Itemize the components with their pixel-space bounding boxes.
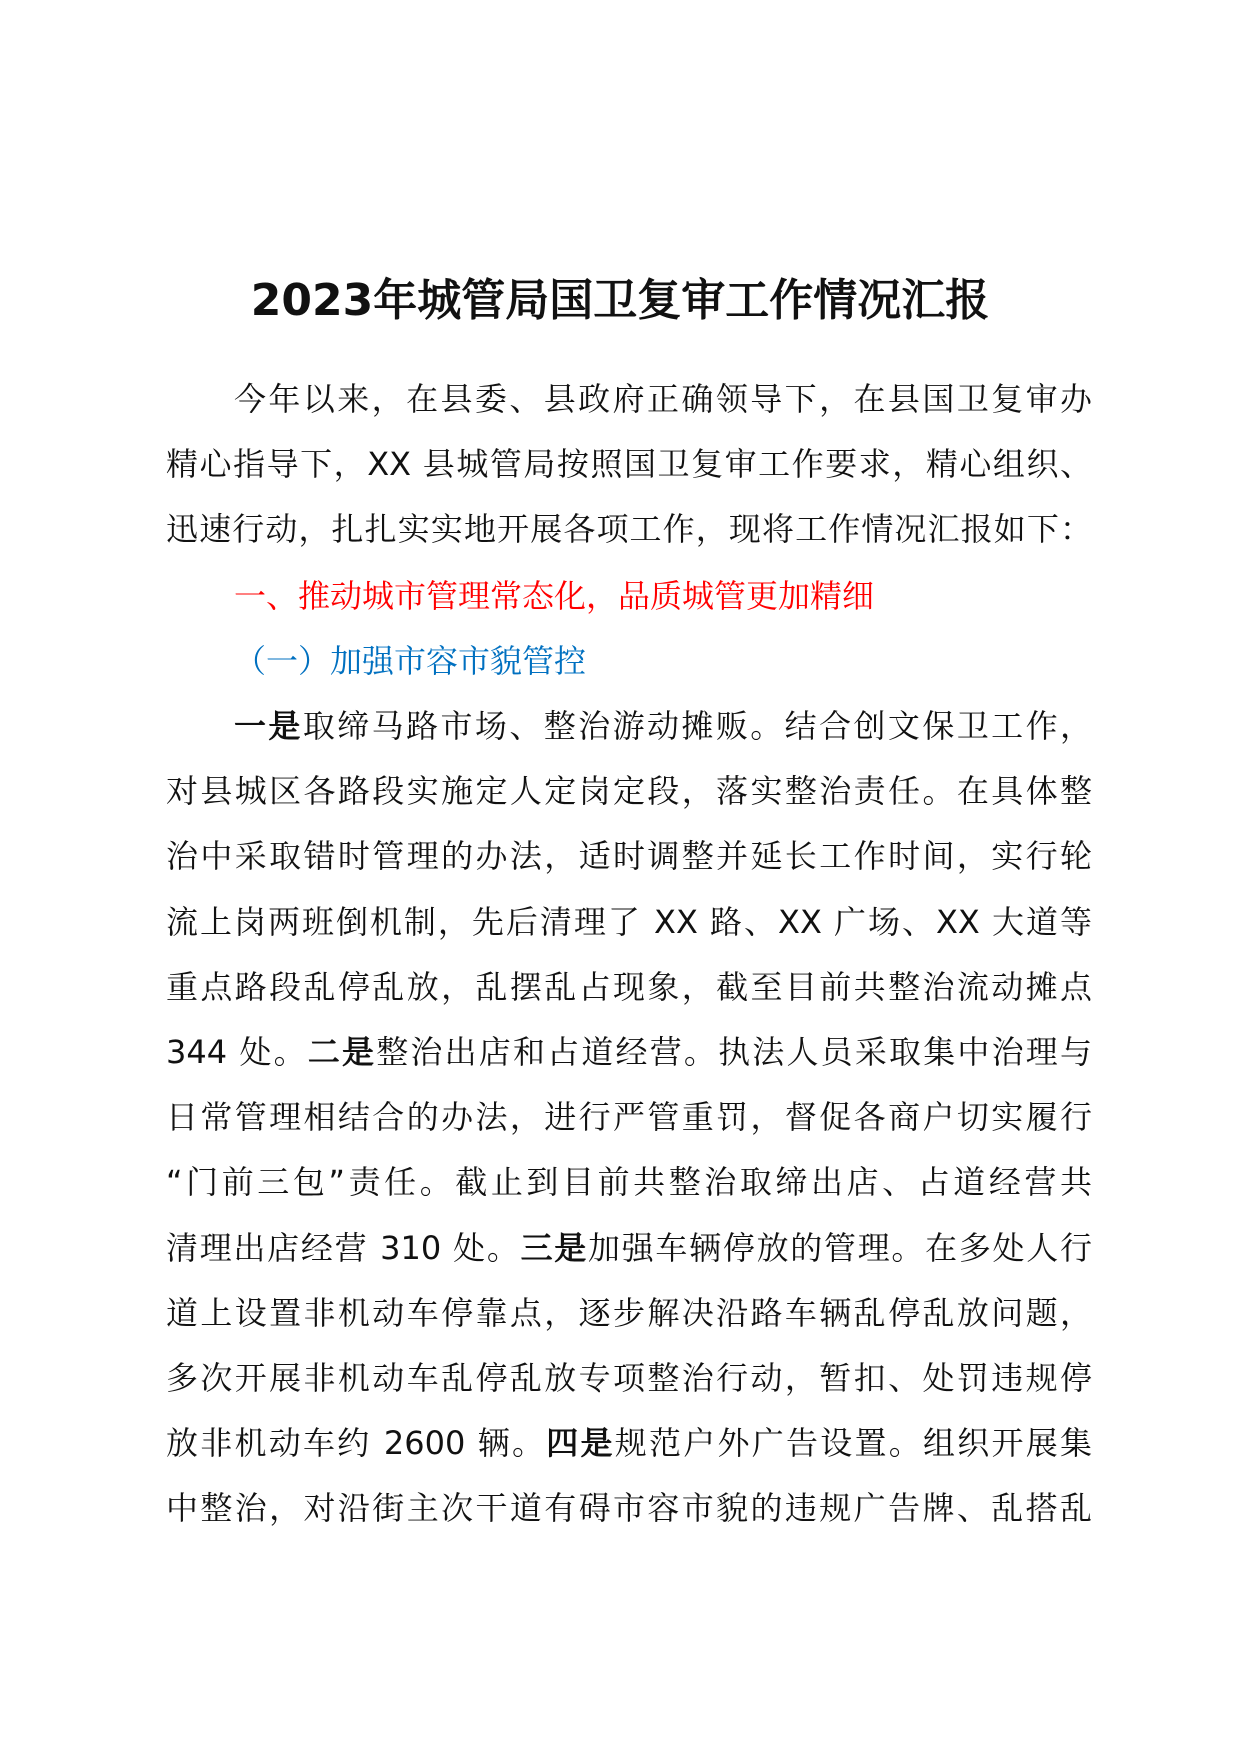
- text-segment: 清理出店经营 310 处。: [166, 1229, 521, 1267]
- paragraph-line: [166, 1290, 1092, 1336]
- text-segment: 整治出店和占道经营。执法人员采取集中治理与: [376, 1033, 1092, 1071]
- text-segment: 今年以来，在县委、县政府正确领导下，在县国卫复审办: [234, 380, 1092, 418]
- paragraph-line: [166, 1420, 1092, 1466]
- paragraph-line: [166, 833, 1092, 879]
- paragraph-line: [166, 506, 1092, 552]
- paragraph-line: [166, 1225, 1092, 1271]
- paragraph-line: [166, 441, 1092, 487]
- text-segment: 一、推动城市管理常态化，品质城管更加精细: [234, 577, 875, 615]
- paragraph-line: [234, 703, 1092, 749]
- paragraph-line: [166, 1355, 1092, 1401]
- text-segment: 中整治，对沿街主次干道有碍市容市貌的违规广告牌、乱搭乱: [166, 1489, 1092, 1527]
- subsection-heading: [234, 638, 1092, 684]
- paragraph-line: [166, 899, 1092, 945]
- text-segment: 对县城区各路段实施定人定岗定段，落实整治责任。在具体整: [166, 772, 1092, 810]
- text-segment: 流上岗两班倒机制，先后清理了 XX 路、XX 广场、XX 大道等: [166, 903, 1092, 941]
- section-heading: [234, 573, 1092, 619]
- paragraph-line: [166, 1029, 1092, 1075]
- text-segment: 精心指导下，XX 县城管局按照国卫复审工作要求，精心组织、: [166, 445, 1092, 483]
- text-segment: 规范户外广告设置。组织开展集: [614, 1424, 1092, 1462]
- paragraph-line: [166, 1159, 1092, 1205]
- text-segment: 344 处。: [166, 1033, 308, 1071]
- text-segment: “门前三包”责任。截止到目前共整治取缔出店、占道经营共: [166, 1163, 1092, 1201]
- bold-lead-text: 一是: [234, 707, 303, 745]
- text-segment: 迅速行动，扎扎实实地开展各项工作，现将工作情况汇报如下：: [166, 510, 1092, 548]
- text-segment: 加强车辆停放的管理。在多处人行: [588, 1229, 1092, 1267]
- paragraph-line: [166, 964, 1092, 1010]
- text-segment: 取缔马路市场、整治游动摊贩。结合创文保卫工作，: [302, 707, 1092, 745]
- text-segment: 多次开展非机动车乱停乱放专项整治行动，暂扣、处罚违规停: [166, 1359, 1092, 1397]
- paragraph-line: [166, 1485, 1092, 1531]
- text-segment: 治中采取错时管理的办法，适时调整并延长工作时间，实行轮: [166, 837, 1092, 875]
- paragraph-line: [234, 376, 1092, 422]
- text-segment: （一）加强市容市貌管控: [234, 642, 587, 680]
- paragraph-line: [166, 768, 1092, 814]
- bold-lead-text: 二是: [307, 1033, 377, 1071]
- text-segment: 道上设置非机动车停靠点，逐步解决沿路车辆乱停乱放问题，: [166, 1294, 1092, 1332]
- text-segment: 重点路段乱停乱放，乱摆乱占现象，截至目前共整治流动摊点: [166, 968, 1092, 1006]
- document-title: 2023年城管局国卫复审工作情况汇报: [250, 275, 990, 326]
- bold-lead-text: 三是: [520, 1229, 588, 1267]
- text-segment: 日常管理相结合的办法，进行严管重罚，督促各商户切实履行: [166, 1098, 1092, 1136]
- bold-lead-text: 四是: [546, 1424, 615, 1462]
- paragraph-line: [166, 1094, 1092, 1140]
- text-segment: 放非机动车约 2600 辆。: [166, 1424, 547, 1462]
